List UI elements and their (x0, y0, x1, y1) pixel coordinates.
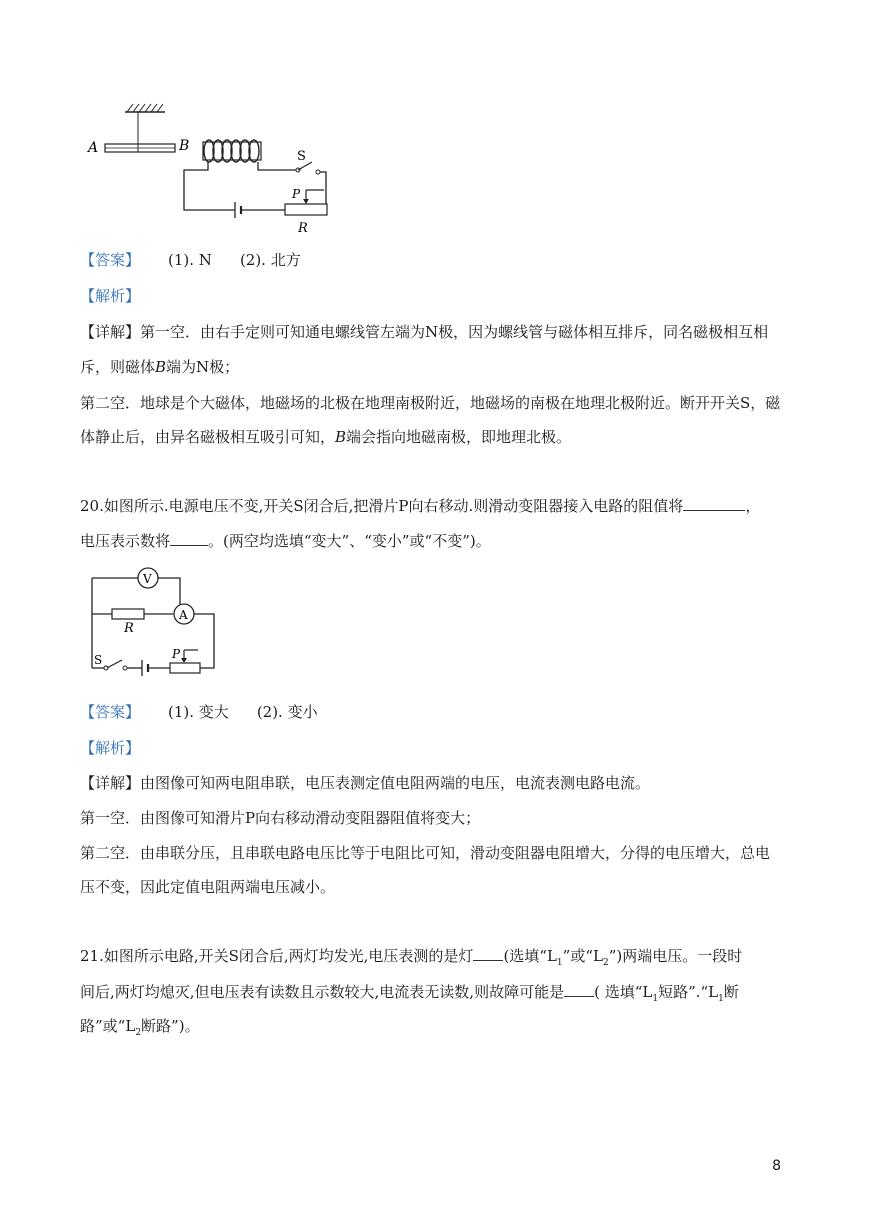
stem-text: ”)两端电压。一段时 (608, 947, 743, 965)
answer-blank (683, 495, 745, 511)
detail-text: 第一空．由右手定则可知通电螺线管左端为N极，因为螺线管与磁体相互排斥，同名磁极相互相 (140, 323, 769, 341)
q20-detail-line-1 (80, 773, 650, 793)
stem-text: ( 选填“L (594, 983, 653, 1001)
label-a: A (179, 608, 188, 622)
stem-text: (选填“L (503, 947, 557, 965)
detail-tag: 【详解】 (80, 774, 141, 792)
detail-text: 第一空．由图像可知滑片P向右移动滑动变阻器阻值将变大； (80, 809, 481, 827)
answer-tag: 【答案】 (80, 703, 141, 721)
q20-analysis (80, 738, 140, 758)
q19-detail-line-2 (80, 357, 239, 377)
stem-text: 断路”)。 (141, 1017, 200, 1035)
q19-answer (80, 250, 301, 270)
label-p: P (292, 187, 301, 201)
stem-text: 短路”.“L (658, 983, 719, 1001)
stem-text: 路”或“L (80, 1017, 136, 1035)
answer-tag: 【答案】 (80, 251, 141, 269)
q20-answer (80, 702, 318, 722)
stem-text: 间后,两灯均熄灭,但电压表有读数且示数较大,电流表无读数,则故障可能是 (80, 983, 565, 1001)
answer-blank (170, 530, 208, 546)
q20-detail-line-3 (80, 843, 770, 863)
label-s: S (94, 653, 103, 667)
q21-stem-line-1 (80, 945, 742, 973)
answer-2: (2). 北方 (239, 251, 301, 269)
detail-text: 端为N极； (166, 358, 240, 376)
q20-stem-line-2 (80, 530, 491, 551)
q20-stem-line-1 (80, 495, 760, 516)
stem-text: 。(两空均选填“变大”、“变小”或“不变”)。 (208, 532, 491, 550)
answer-1: (1). N (168, 251, 212, 269)
answer-1: (1). 变大 (168, 703, 229, 721)
answer-blank (473, 945, 503, 961)
detail-text: 第二空．地球是个大磁体，地磁场的北极在地理南极附近，地磁场的南极在地理北极附近。断开开关S，磁 (80, 394, 781, 412)
label-a: A (88, 140, 99, 156)
stem-text: 21.如图所示电路,开关S闭合后,两灯均发光,电压表测的是灯 (80, 947, 474, 965)
detail-text: 压不变，因此定值电阻两端电压减小。 (80, 878, 336, 896)
q19-detail-line-1 (80, 322, 768, 342)
figure-solenoid-circuit (80, 98, 340, 238)
analysis-tag: 【解析】 (80, 739, 141, 757)
q21-stem-line-2 (80, 981, 739, 1009)
detail-tag: 【详解】 (80, 323, 141, 341)
q19-detail-line-4 (80, 427, 571, 447)
detail-text: 体静止后，由异名磁极相互吸引可知， (80, 428, 336, 446)
page-number: 8 (772, 1158, 781, 1174)
subscript: 2 (135, 1028, 142, 1038)
q19-analysis (80, 286, 140, 306)
subscript: 1 (652, 994, 659, 1004)
stem-text: 断 (723, 983, 739, 1001)
label-r: R (124, 621, 134, 636)
q20-detail-line-2 (80, 808, 480, 828)
detail-text: 端会指向地磁南极，即地理北极。 (346, 428, 572, 446)
stem-text: ， (745, 497, 761, 515)
label-r: R (298, 221, 308, 236)
label-b: B (179, 138, 190, 154)
answer-blank (564, 981, 594, 997)
q21-stem-line-3 (80, 1016, 200, 1043)
detail-text: 斥，则磁体 (80, 358, 156, 376)
figure-voltmeter-circuit (80, 562, 230, 682)
stem-text: 20.如图所示.电源电压不变,开关S闭合后,把滑片P向右移动.则滑动变阻器接入电路的阻值将 (80, 497, 684, 515)
label-v: V (143, 572, 152, 586)
subscript: 2 (602, 958, 609, 968)
detail-text: 第二空．由串联分压，且串联电路电压比等于电阻比可知，滑动变阻器电阻增大，分得的电压增大，总电 (80, 844, 771, 862)
stem-text: 电压表示数将 (80, 532, 171, 550)
detail-text: B (335, 428, 347, 446)
answer-2: (2). 变小 (256, 703, 318, 721)
label-s: S (297, 149, 306, 164)
subscript: 1 (718, 994, 724, 1004)
q19-detail-line-3 (80, 393, 780, 413)
label-p: P (172, 647, 181, 661)
detail-text: 由图像可知两电阻串联，电压表测定值电阻两端的电压，电流表测电路电流。 (140, 774, 651, 792)
subscript: 1 (556, 958, 563, 968)
detail-text: B (155, 358, 167, 376)
stem-text: ”或“L (562, 947, 603, 965)
analysis-tag: 【解析】 (80, 287, 141, 305)
q20-detail-line-4 (80, 877, 335, 897)
